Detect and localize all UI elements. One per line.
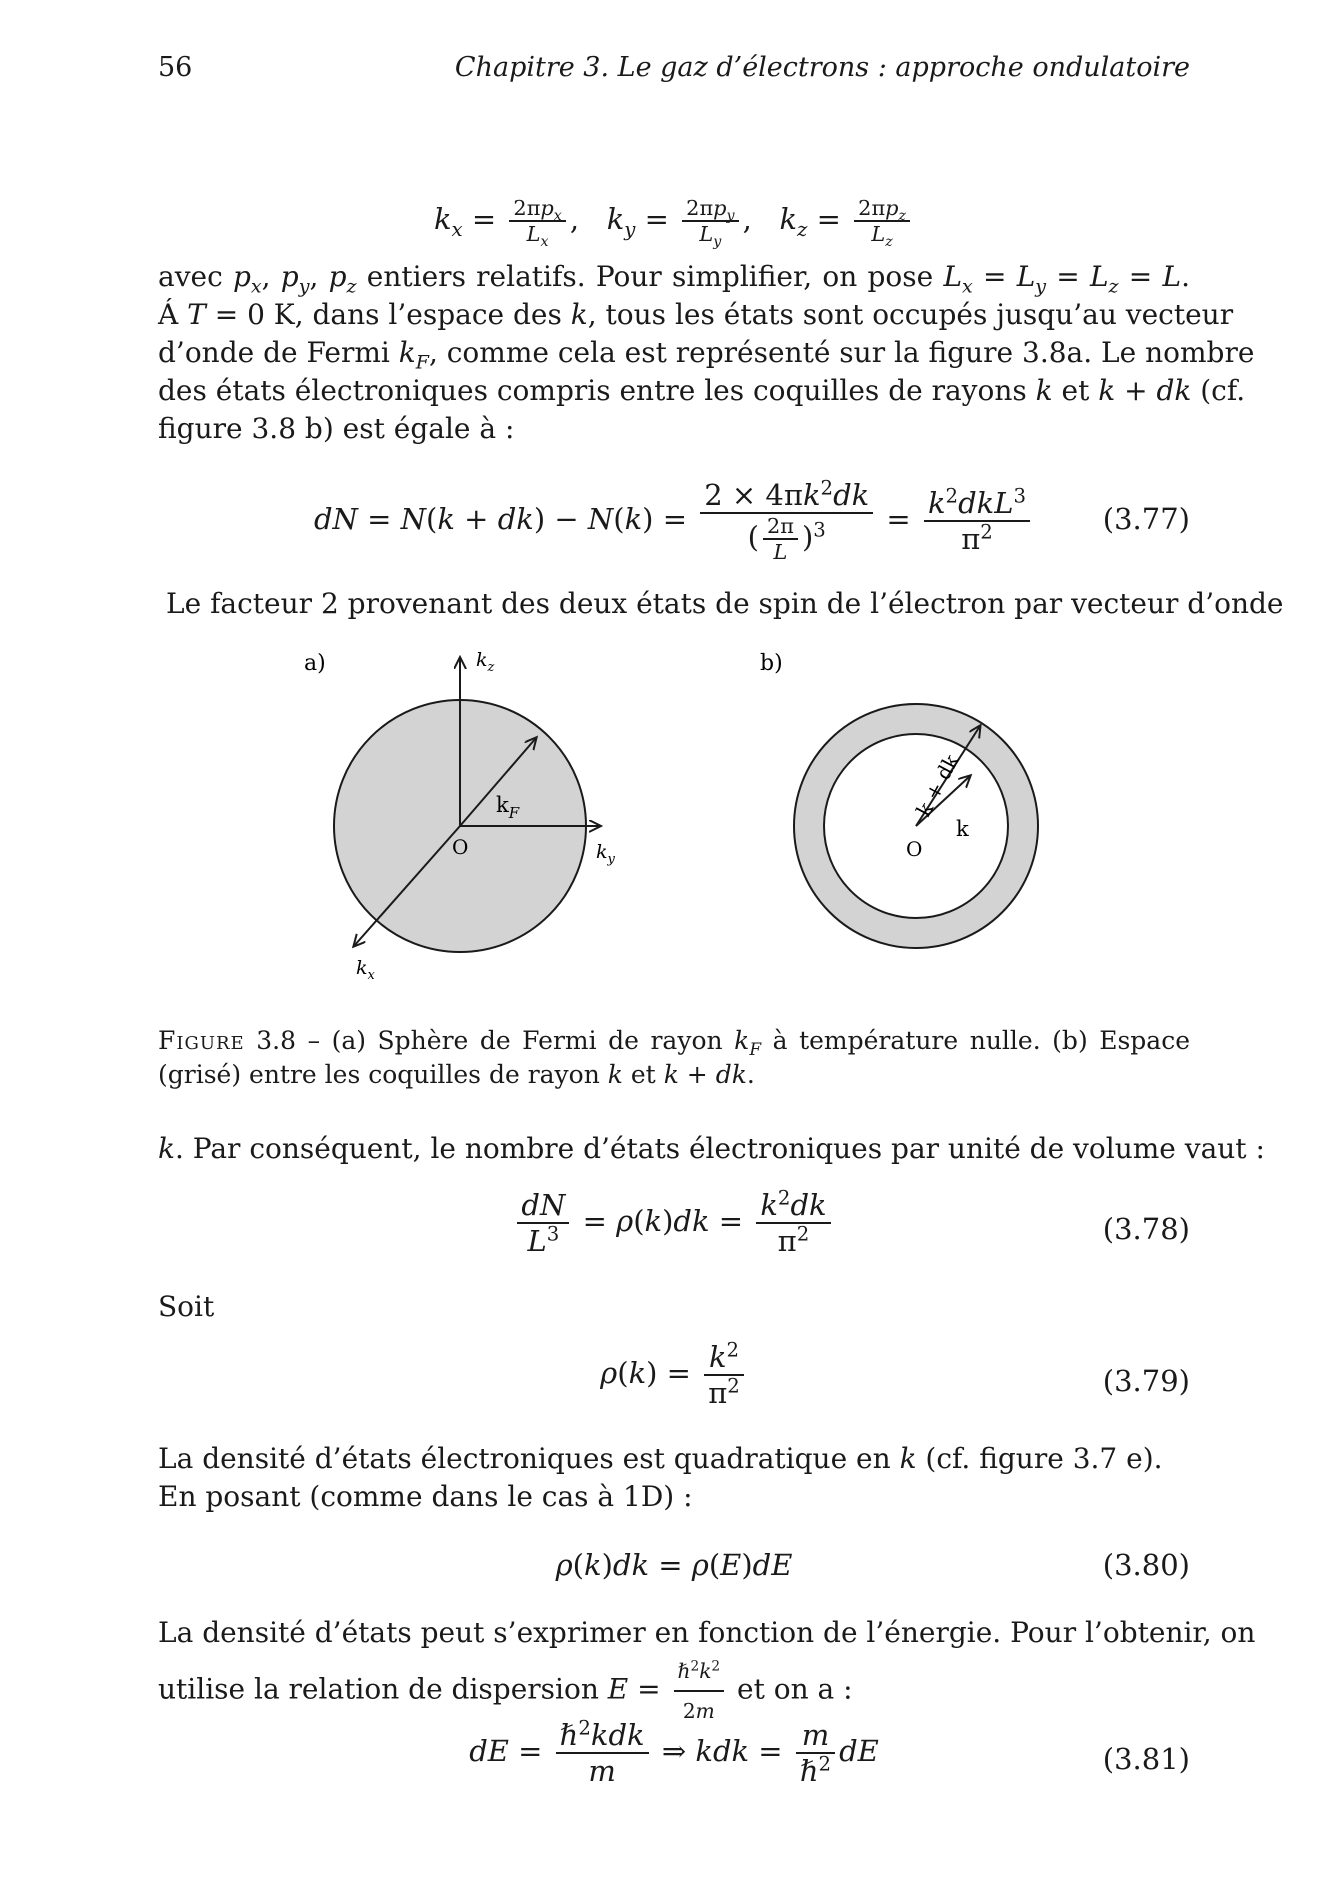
paragraph-4: Soit <box>158 1290 215 1323</box>
figure-3-8 <box>280 640 1040 1000</box>
equation-number: (3.77) <box>1102 502 1190 536</box>
running-title: Chapitre 3. Le gaz d’électrons : approche ondulatoire <box>454 52 1190 83</box>
equation-number: (3.81) <box>1102 1742 1190 1776</box>
equation-3-78: $\frac{dN}{L^3}$ = ρ(k)dk = $\frac{k^2dk}{\pi^2}$ (3.78) <box>158 1188 1190 1276</box>
kF-label: $k_F$ <box>496 793 520 822</box>
panel-a-label: a) <box>304 651 326 676</box>
paragraph-2: Le facteur 2 provenant des deux états de spin de l’électron par vecteur d’onde <box>166 587 1284 620</box>
paragraph-5: La densité d’états électroniques est quadratique en k (cf. figure 3.7 e). En posant (comme dans le cas à 1D) : <box>158 1442 1163 1513</box>
equation-wavevector: $k_x$ = $\frac{2\pi p_x}{L_x}$ , $k_y$ = $\frac{2\pi p_y}{L_y}$ , $k_z$ = $\frac{2\pi p_z}{L_z}$ <box>158 196 1190 256</box>
k-plus-dk-label: k + dk <box>911 750 964 821</box>
origin-a-label: O <box>452 835 469 859</box>
equation-3-81: dE = $\frac{\hbar^2kdk}{m}$ ⇒ kdk = $\frac{m}{\hbar^2}$ dE (3.81) <box>469 1716 1190 1788</box>
equation-3-80: ρ(k)dk = ρ(E)dE (3.80) <box>555 1548 1190 1582</box>
kz-label: $k_z$ <box>476 649 495 675</box>
panel-b-label: b) <box>760 651 783 676</box>
k-label: k <box>956 817 969 841</box>
page-header <box>158 52 1190 92</box>
figure-caption: Figure 3.8 – (a) Sphère de Fermi de rayon $k_F$ à température nulle. (b) Espace (grisé) entre les coquilles de rayon k et k + dk. <box>158 1026 1191 1089</box>
equation-number: (3.79) <box>1102 1364 1190 1398</box>
ky-label: $k_y$ <box>596 841 615 867</box>
paragraph-6: La densité d’états peut s’exprimer en fonction de l’énergie. Pour l’obtenir, on utilise la relation de dispersion E = $\frac{\hbar^2k^2}{2m}$ et on a : <box>158 1614 1190 1690</box>
equation-3-77: dN = N(k + dk) − N(k) = $2 \times 4\pi k^2dk$ ( $\frac{2\pi}{L}$ )$^3$ = $\frac{k^2dkL^3}{\pi^2}$ (3.77) <box>313 476 1190 564</box>
equation-number: (3.80) <box>1102 1548 1190 1582</box>
equation-3-79: ρ(k) = $\frac{k^2}{\pi^2}$ (3.79) <box>600 1338 1190 1410</box>
page-number: 56 <box>158 52 193 83</box>
kx-label: $k_x$ <box>356 957 375 983</box>
paragraph-1: avec $p_x$, $p_y$, $p_z$ entiers relatifs. Pour simplifier, on pose $L_x = L_y = L_z = L$. Á T = 0 K, dans l’espace des k, tous les états sont occupés jusqu’au vecteur d’onde de Fermi $k_F$, comme cela est représenté sur la figure 3.8a. Le nombre des états électroniques compris entre les coquilles de rayons k et k + dk (cf. figure 3.8 b) est égale à : <box>158 260 1255 445</box>
origin-b-label: O <box>906 837 923 861</box>
paragraph-3: k. Par conséquent, le nombre d’états électroniques par unité de volume vaut : <box>158 1132 1265 1165</box>
equation-number: (3.78) <box>1102 1212 1190 1246</box>
